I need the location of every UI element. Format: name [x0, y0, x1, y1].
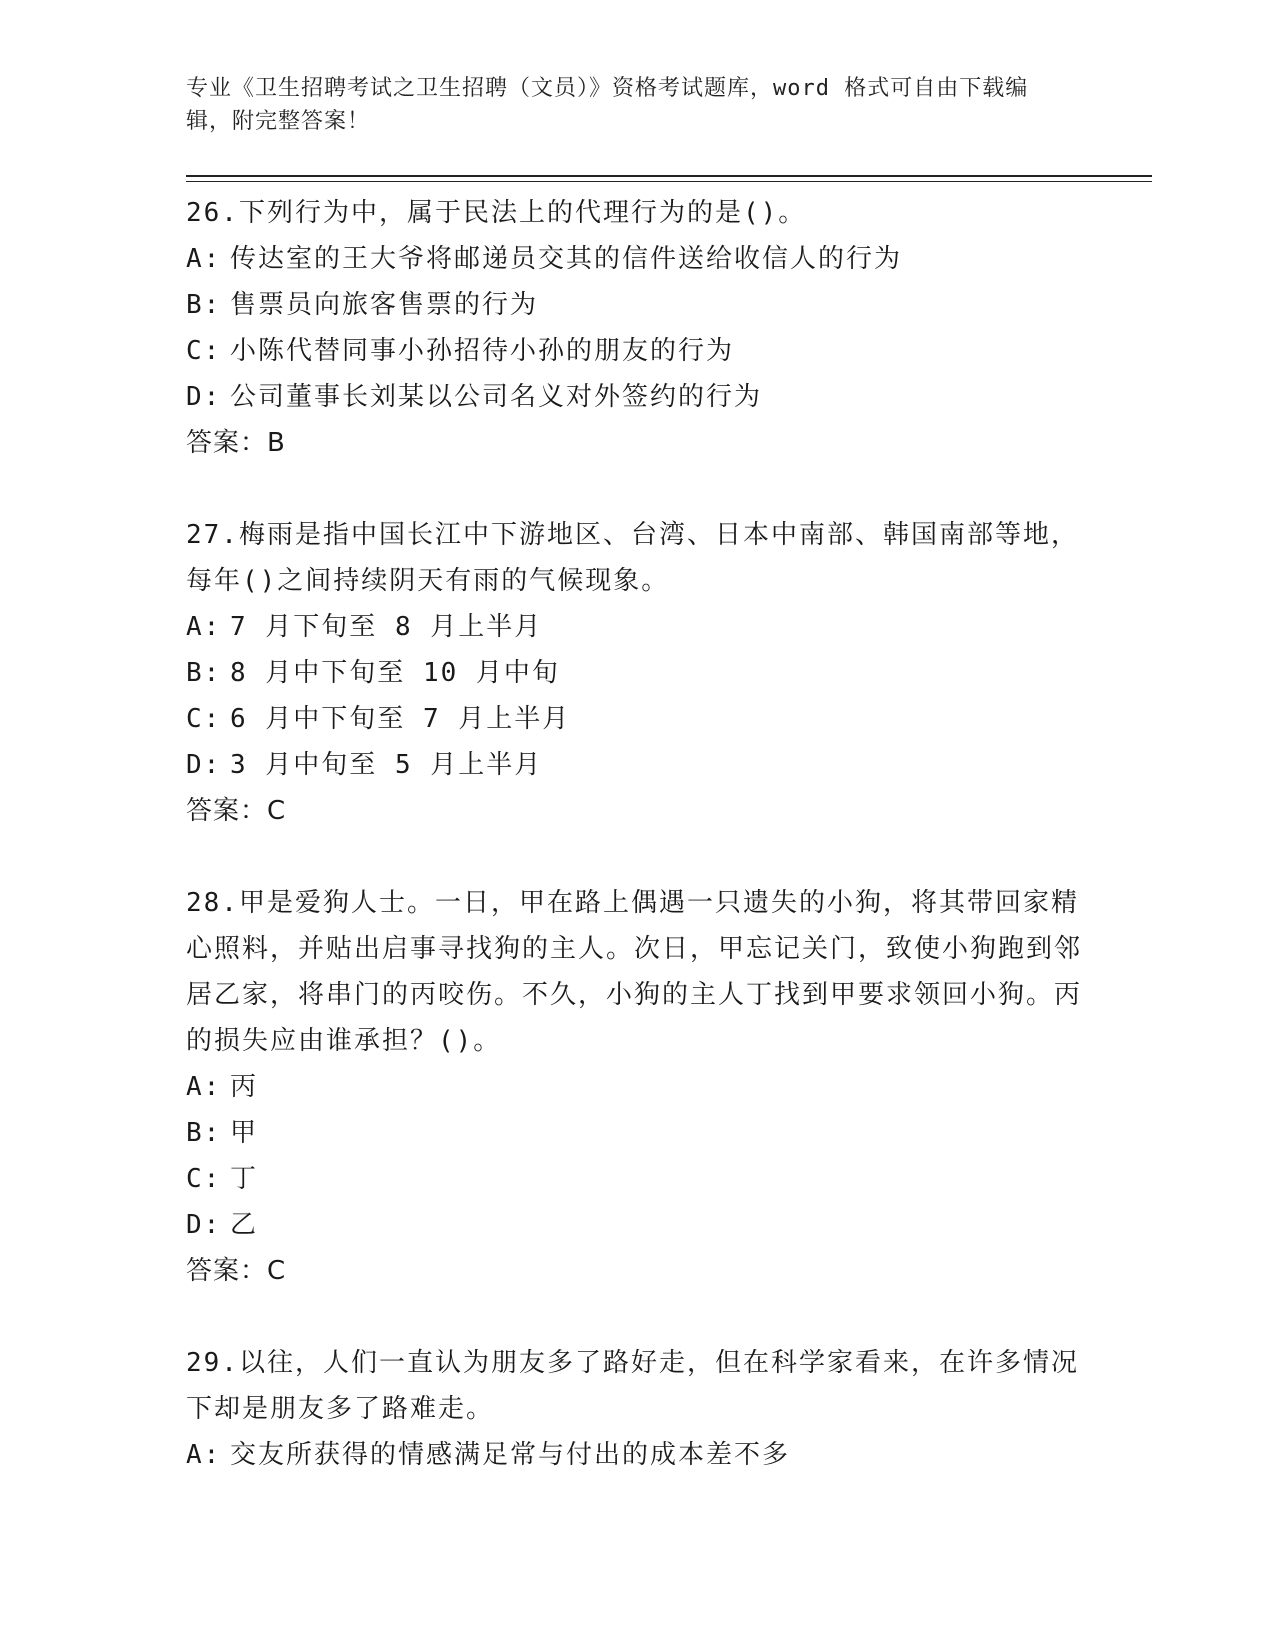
option-a: [186, 1064, 1086, 1110]
option-letter: B:: [186, 1118, 222, 1148]
option-letter: A:: [186, 244, 222, 274]
question-26: [186, 190, 1086, 466]
option-text: 传达室的王大爷将邮递员交其的信件送给收信人的行为: [230, 244, 903, 274]
option-letter: A:: [186, 1072, 222, 1102]
option-b: [186, 282, 1086, 328]
option-text: 公司董事长刘某以公司名义对外签约的行为: [230, 382, 763, 412]
answer-line: 答案：C: [186, 796, 287, 826]
option-b: [186, 650, 1086, 696]
question-stem: 27.梅雨是指中国长江中下游地区、台湾、日本中南部、韩国南部等地，每年()之间持续阴天有雨的气候现象。: [186, 520, 1079, 596]
option-a: [186, 236, 1086, 282]
page-header: 专业《卫生招聘考试之卫生招聘（文员）》资格考试题库，word 格式可自由下载编辑，附完整答案！: [186, 76, 1029, 134]
option-letter: B:: [186, 290, 222, 320]
option-letter: B:: [186, 658, 222, 688]
option-text: 甲: [230, 1118, 259, 1148]
answer-line: 答案：B: [186, 428, 286, 458]
option-b: [186, 1110, 1086, 1156]
question-29: [186, 1340, 1086, 1478]
option-text: 交友所获得的情感满足常与付出的成本差不多: [230, 1440, 791, 1470]
question-stem: 29.以往，人们一直认为朋友多了路好走，但在科学家看来，在许多情况下却是朋友多了路难走。: [186, 1348, 1079, 1424]
option-text: 丁: [230, 1164, 259, 1194]
option-text: 小陈代替同事小孙招待小孙的朋友的行为: [230, 336, 735, 366]
option-text: 6 月中下旬至 7 月上半月: [230, 704, 571, 734]
option-text: 售票员向旅客售票的行为: [230, 290, 539, 320]
option-text: 乙: [230, 1210, 259, 1240]
question-list: [186, 190, 1086, 1524]
header-rule-thick: [186, 175, 1152, 177]
question-stem: 26.下列行为中，属于民法上的代理行为的是()。: [186, 198, 807, 228]
option-a: [186, 1432, 1086, 1478]
option-letter: C:: [186, 704, 222, 734]
option-d: [186, 1202, 1086, 1248]
question-27: [186, 512, 1086, 834]
option-c: [186, 1156, 1086, 1202]
option-letter: A:: [186, 1440, 222, 1470]
option-d: [186, 374, 1086, 420]
option-letter: D:: [186, 1210, 222, 1240]
option-text: 丙: [230, 1072, 259, 1102]
question-28: [186, 880, 1086, 1294]
option-letter: D:: [186, 750, 222, 780]
option-letter: A:: [186, 612, 222, 642]
option-text: 3 月中旬至 5 月上半月: [230, 750, 543, 780]
option-text: 7 月下旬至 8 月上半月: [230, 612, 543, 642]
option-c: [186, 696, 1086, 742]
option-letter: D:: [186, 382, 222, 412]
option-a: [186, 604, 1086, 650]
option-d: [186, 742, 1086, 788]
answer-line: 答案：C: [186, 1256, 287, 1286]
option-letter: C:: [186, 336, 222, 366]
question-stem: 28.甲是爱狗人士。一日，甲在路上偶遇一只遗失的小狗，将其带回家精心照料，并贴出启事寻找狗的主人。次日，甲忘记关门，致使小狗跑到邻居乙家，将串门的丙咬伤。不久，小狗的主人丁找到甲要求领回小狗。丙的损失应由谁承担？()。: [186, 888, 1083, 1056]
header-rule-thin: [186, 181, 1152, 182]
option-text: 8 月中下旬至 10 月中旬: [230, 658, 560, 688]
option-c: [186, 328, 1086, 374]
option-letter: C:: [186, 1164, 222, 1194]
